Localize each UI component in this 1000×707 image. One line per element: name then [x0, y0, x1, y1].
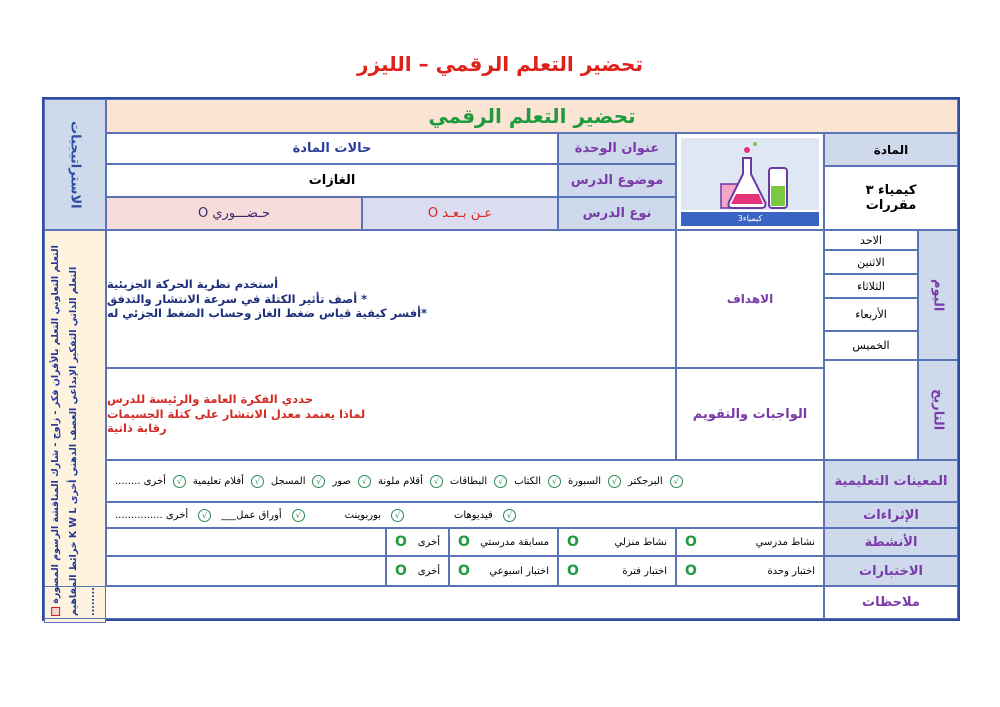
- date-label-cell: [918, 360, 958, 460]
- tests-empty-cell: [106, 556, 386, 586]
- subject-value: كيمياء ٣: [865, 183, 917, 198]
- aid-item[interactable]: المسجل: [270, 475, 306, 487]
- notes-label-cell: [824, 586, 958, 619]
- activities-empty-cell: [106, 528, 386, 556]
- checkbox-icon[interactable]: √: [670, 475, 683, 488]
- aid-item[interactable]: الكتاب: [514, 475, 542, 487]
- objective-line-1: أستخدم نظرية الحركة الجزيئية: [107, 277, 279, 292]
- day-wednesday[interactable]: [824, 298, 918, 331]
- lesson-type-remote[interactable]: عـن بـعـد O: [427, 206, 493, 221]
- strategies-label: الاستراتيجيات: [67, 120, 83, 209]
- test-term-cell[interactable]: [558, 556, 676, 586]
- homework-line-3: رقابة ذاتية: [107, 421, 167, 436]
- objectives-label-cell: [676, 230, 824, 368]
- activities-label: الأنشطة: [864, 534, 918, 550]
- day-monday-label: الاثنين: [857, 255, 885, 269]
- objectives-content: [106, 230, 676, 368]
- page-title: تحضير التعلم الرقمي – الليزر: [357, 52, 643, 76]
- enrichment-list: [107, 509, 524, 522]
- lesson-type-remote-cell[interactable]: [362, 197, 558, 230]
- aids-list: [107, 475, 691, 488]
- aid-item[interactable]: صور: [332, 475, 351, 487]
- enrichment-item[interactable]: بوربوينت: [344, 509, 382, 521]
- date-value-cell[interactable]: [824, 360, 918, 460]
- day-thursday-label: الخميس: [852, 339, 890, 352]
- objective-line-2: * أصف تأثير الكتلة في سرعة الانتشار والتدفق: [107, 291, 368, 306]
- activity-contest: مسابقة مدرستي: [480, 536, 549, 548]
- aid-item[interactable]: السبورة: [568, 475, 602, 487]
- radio-circle-icon[interactable]: O: [567, 563, 579, 579]
- lesson-plan-table: [42, 97, 960, 621]
- unit-value-cell: [106, 133, 558, 164]
- strategies-text: التعلم التعاوني التعلم بالأقران فكر - زاوج - شارك المناقشة الرسوم المصورة خرائط المفاهيم K W L التعلم الذاتي التفكير الإبداعي العصف الذهني أخرى ........: [50, 245, 98, 616]
- day-sunday-label: الاحد: [860, 233, 882, 247]
- test-term: اختبار فترة: [622, 565, 667, 577]
- checkbox-icon[interactable]: √: [312, 475, 325, 488]
- radio-circle-icon[interactable]: O: [458, 563, 470, 579]
- test-other-cell[interactable]: [386, 556, 449, 586]
- activity-school: نشاط مدرسي: [755, 536, 815, 548]
- day-thursday[interactable]: [824, 331, 918, 360]
- day-label: اليوم: [930, 278, 946, 312]
- table-header-title: تحضير التعلم الرقمي: [428, 104, 636, 128]
- lesson-label-cell: [558, 164, 676, 197]
- checkbox-icon[interactable]: √: [608, 475, 621, 488]
- notes-content[interactable]: [44, 586, 824, 619]
- lesson-value-cell: [106, 164, 558, 197]
- day-tuesday-label: الثلاثاء: [857, 279, 885, 293]
- checkbox-icon[interactable]: √: [198, 509, 211, 522]
- day-tuesday[interactable]: [824, 274, 918, 298]
- aids-label-cell: [824, 460, 958, 502]
- aid-item[interactable]: البطاقات: [449, 475, 488, 487]
- checkbox-icon[interactable]: √: [391, 509, 404, 522]
- activity-other-cell[interactable]: [386, 528, 449, 556]
- chemistry-flasks-icon: [681, 138, 819, 210]
- homework-line-1: حددي الفكرة العامة والرئيسة للدرس: [107, 392, 314, 407]
- lesson-type-in-person[interactable]: حـضـــوري O: [197, 206, 271, 221]
- activities-label-cell: [824, 528, 958, 556]
- enrichment-content: [106, 502, 824, 528]
- checkbox-icon[interactable]: √: [548, 475, 561, 488]
- activity-home-cell[interactable]: [558, 528, 676, 556]
- objective-line-3: *أفسر كيفية قياس ضغط الغاز وحساب الضغط الجزئي له: [107, 306, 428, 321]
- homework-line-2: لماذا يعتمد معدل الانتشار على كتلة الجسيمات: [107, 406, 366, 421]
- date-label: التاريخ: [930, 389, 946, 431]
- radio-circle-icon[interactable]: O: [458, 534, 470, 550]
- subject-label: المادة: [873, 142, 909, 157]
- test-unit: اختبار وحدة: [767, 565, 815, 577]
- activity-contest-cell[interactable]: [449, 528, 558, 556]
- subject-label-cell: [824, 133, 958, 166]
- aid-item[interactable]: أخرى ........: [115, 475, 166, 487]
- lesson-label: موضوع الدرس: [570, 173, 664, 188]
- subject-value-cell: [824, 166, 958, 230]
- checkbox-icon[interactable]: √: [251, 475, 264, 488]
- subject-track: مقررات: [865, 198, 917, 213]
- test-weekly: اختبار اسبوعي: [489, 565, 549, 577]
- lesson-type-label: نوع الدرس: [582, 206, 652, 221]
- activity-home: نشاط منزلي: [614, 536, 667, 548]
- radio-circle-icon[interactable]: O: [395, 534, 407, 550]
- activity-school-cell[interactable]: [676, 528, 824, 556]
- homework-label-cell: [676, 368, 824, 460]
- radio-circle-icon[interactable]: O: [685, 534, 697, 550]
- aids-label: المعينات التعليمية: [834, 473, 948, 489]
- radio-circle-icon[interactable]: O: [685, 563, 697, 579]
- day-sunday[interactable]: [824, 230, 918, 250]
- radio-circle-icon[interactable]: O: [395, 563, 407, 579]
- strategies-items: [45, 231, 103, 622]
- homework-content: [106, 368, 676, 460]
- checkbox-icon[interactable]: √: [430, 475, 443, 488]
- notes-label: ملاحظات: [862, 595, 920, 610]
- strategies-label-cell: [44, 99, 106, 230]
- lesson-value: الغازات: [308, 173, 356, 188]
- checkbox-icon[interactable]: √: [503, 509, 516, 522]
- test-other: أخرى: [417, 565, 440, 577]
- homework-label: الواجبات والتقويم: [692, 406, 808, 422]
- enrichment-label: الإثراءات: [863, 507, 919, 523]
- day-monday[interactable]: [824, 250, 918, 274]
- checkbox-icon[interactable]: √: [358, 475, 371, 488]
- aid-item[interactable]: البرجكتر: [628, 475, 663, 487]
- lesson-type-label-cell: [558, 197, 676, 230]
- test-weekly-cell[interactable]: [449, 556, 558, 586]
- lesson-type-in-person-cell[interactable]: [106, 197, 362, 230]
- enrichment-item[interactable]: أخرى ...............: [115, 509, 189, 521]
- strategies-list: [44, 230, 106, 623]
- radio-circle-icon[interactable]: O: [567, 534, 579, 550]
- aids-content: [106, 460, 824, 502]
- objectives-label: الاهداف: [726, 292, 774, 306]
- checkbox-icon[interactable]: √: [173, 475, 186, 488]
- tests-label: الاختبارات: [859, 563, 924, 579]
- unit-label: عنوان الوحدة: [574, 141, 660, 156]
- aid-item[interactable]: أقلام ملونة: [377, 475, 423, 487]
- activity-other: أخرى: [417, 536, 440, 548]
- checkbox-icon[interactable]: √: [494, 475, 507, 488]
- unit-label-cell: [558, 133, 676, 164]
- day-label-cell: [918, 230, 958, 360]
- test-unit-cell[interactable]: [676, 556, 824, 586]
- table-header: [106, 99, 958, 133]
- day-wednesday-label: الأربعاء: [855, 308, 887, 321]
- enrichment-label-cell: [824, 502, 958, 528]
- aid-item[interactable]: أفلام تعليمية: [192, 475, 244, 487]
- unit-value: حالات المادة: [292, 141, 372, 156]
- tests-label-cell: [824, 556, 958, 586]
- subject-image-cell: [676, 133, 824, 230]
- subject-image-caption: كيمياء3: [681, 212, 819, 226]
- enrichment-item[interactable]: فيديوهات: [454, 509, 493, 521]
- enrichment-item[interactable]: أوراق عمل___: [221, 509, 282, 521]
- checkbox-icon[interactable]: √: [292, 509, 305, 522]
